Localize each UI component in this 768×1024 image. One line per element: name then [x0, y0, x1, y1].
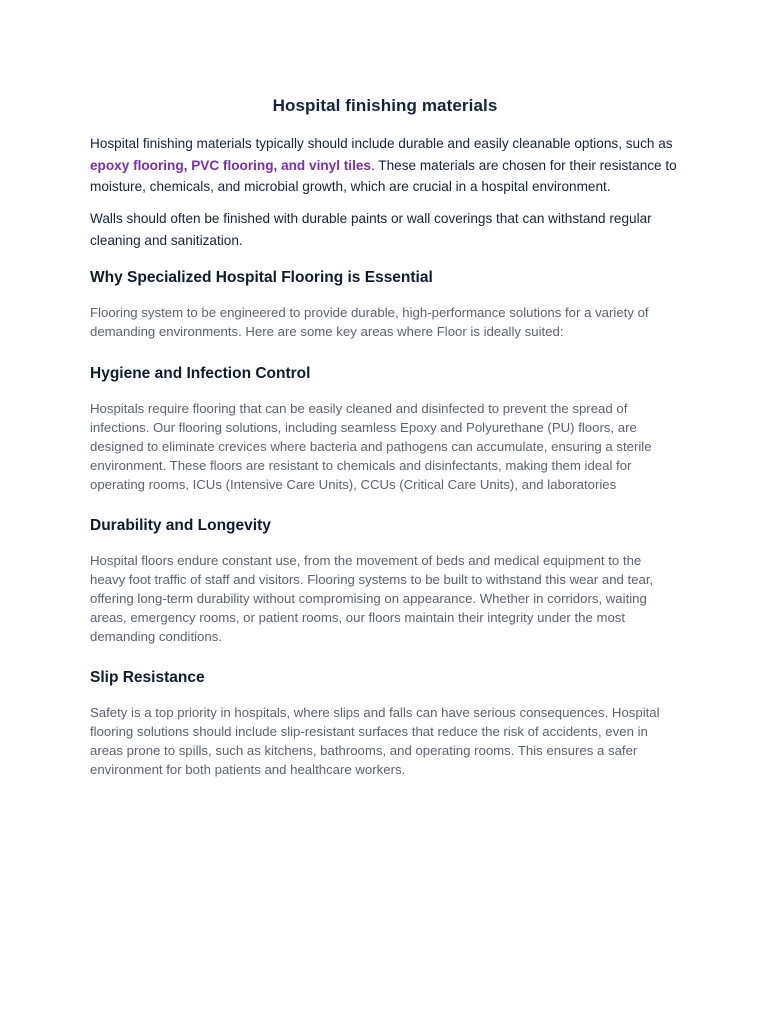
section-body-why-flooring: Flooring system to be engineered to provide durable, high-performance solutions for a variety of demanding environments. Here are some key areas where Floor is ideally suited: [90, 304, 649, 339]
intro-text-start: Hospital finishing materials typically should include durable and easily cleanable options, such as [90, 136, 673, 151]
page-title: Hospital finishing materials [272, 96, 498, 115]
intro-paragraph-walls: Walls should often be finished with durable paints or wall coverings that can withstand regular cleaning and sanitization. [90, 211, 652, 248]
section-heading-slip-resistance: Slip Resistance [90, 668, 205, 686]
section-body-slip-resistance: Safety is a top priority in hospitals, where slips and falls can have serious consequences. Hospital flooring solutions should include slip-resistant surfaces that reduce the risk of accidents, even in areas prone to spills, such as kitchens, bathrooms, and operating rooms. This ensures a safer environment for both patients and healthcare workers. [90, 704, 660, 777]
intro-paragraph-materials [90, 133, 680, 198]
section-heading-durability: Durability and Longevity [90, 516, 271, 534]
document-page [90, 92, 680, 779]
highlighted-materials-text: epoxy flooring, PVC flooring, and vinyl tiles [90, 157, 371, 173]
section-heading-hygiene: Hygiene and Infection Control [90, 364, 311, 382]
section-heading-why-flooring: Why Specialized Hospital Flooring is Essential [90, 268, 433, 286]
section-body-hygiene: Hospitals require flooring that can be easily cleaned and disinfected to prevent the spread of infections. Our flooring solutions, including seamless Epoxy and Polyurethane (PU) floors, are designed to eliminate crevices where bacteria and pathogens can accumulate, ensuring a sterile environment. These floors are resistant to chemicals and disinfectants, making them ideal for operating rooms, ICUs (Intensive Care Units), CCUs (Critical Care Units), and laboratories [90, 400, 652, 492]
intro-text-end: . These materials are chosen for their resistance to moisture, chemicals, and microbial growth, which are crucial in a hospital environment. [90, 157, 677, 195]
section-body-durability: Hospital floors endure constant use, from the movement of beds and medical equipment to the heavy foot traffic of staff and visitors. Flooring systems to be built to withstand this wear and tear, offering long-term durability without compromising on appearance. Whether in corridors, waiting areas, emergency rooms, or patient rooms, our floors maintain their integrity under the most demanding conditions. [90, 552, 654, 644]
